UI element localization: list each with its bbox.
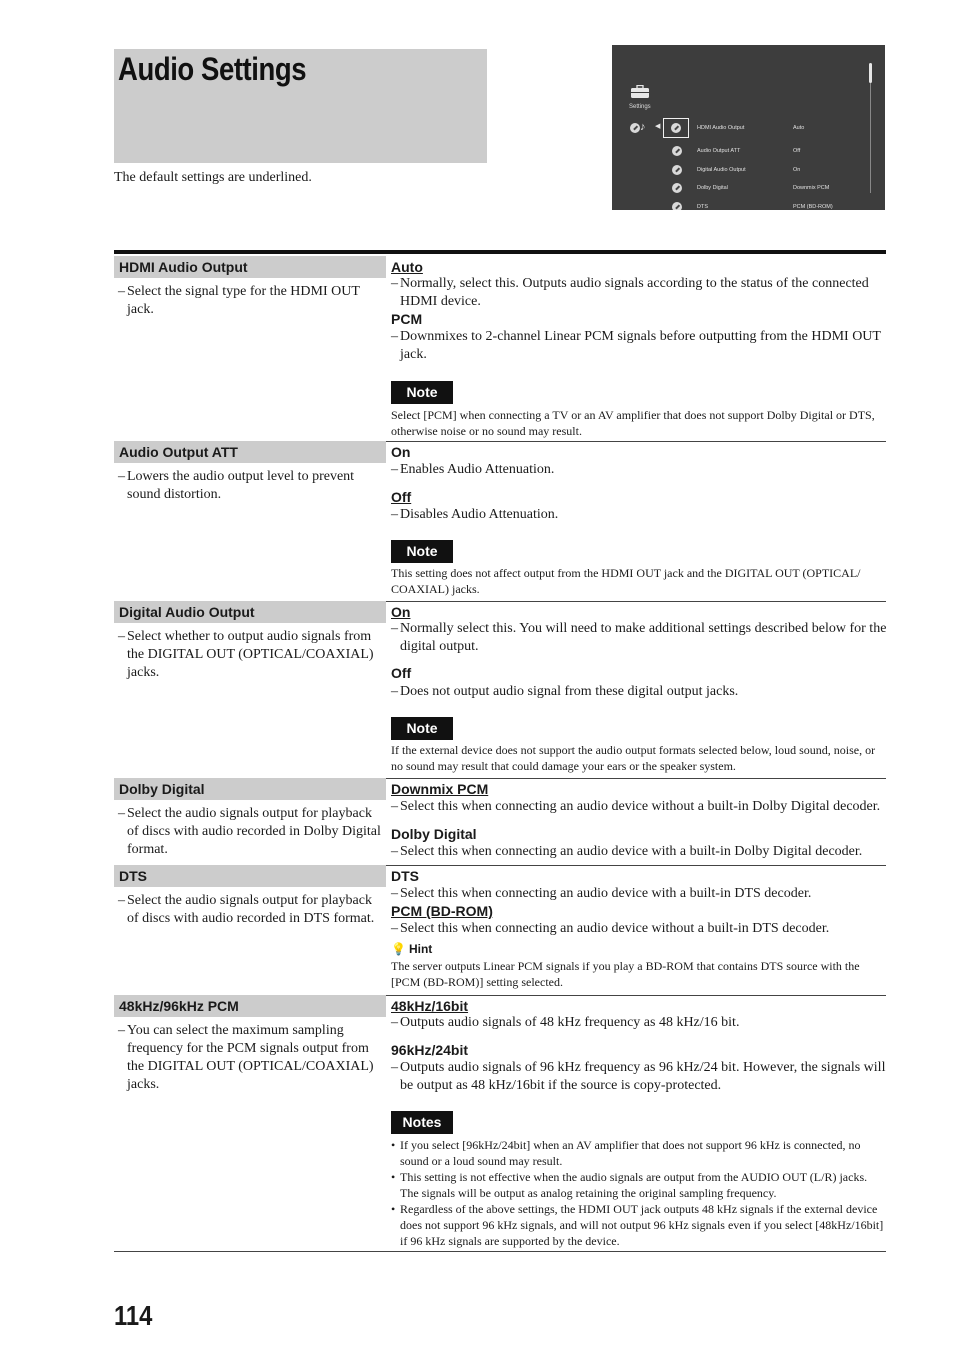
list-item: • If you select [96kHz/24bit] when an AV amplifier that does not support 96 kHz is connected, no sound or a loud sound may result. bbox=[391, 1137, 887, 1169]
option-label: Off bbox=[391, 665, 412, 681]
option-description: – Downmixes to 2-channel Linear PCM signals before outputting from the HDMI OUT jack. bbox=[391, 329, 881, 362]
option-label: 48kHz/16bit bbox=[391, 998, 469, 1014]
option-label: On bbox=[391, 444, 411, 460]
menu-item-value: On bbox=[793, 167, 801, 173]
option-label: On bbox=[391, 604, 411, 620]
setting-icon bbox=[672, 183, 682, 193]
setting-description: – Select the audio signals output for playback of discs with audio recorded in Dolby Digital format. bbox=[118, 806, 381, 857]
setting-row-digital-audio-output bbox=[114, 601, 886, 779]
notes-list bbox=[391, 1137, 887, 1249]
option-description: – Select this when connecting an audio device with a built-in DTS decoder. bbox=[391, 886, 812, 901]
setting-row-48khz-96khz-pcm bbox=[114, 995, 886, 1252]
category-label: Settings bbox=[629, 104, 651, 110]
option-label: Downmix PCM bbox=[391, 781, 489, 797]
option-label: 96kHz/24bit bbox=[391, 1042, 469, 1058]
option-description: – Enables Audio Attenuation. bbox=[391, 462, 555, 477]
left-arrow-icon: ◀ bbox=[655, 123, 661, 130]
option-label: Auto bbox=[391, 259, 423, 275]
option-label: PCM bbox=[391, 311, 423, 327]
option-label: PCM (BD-ROM) bbox=[391, 903, 493, 919]
scrollbar-thumb bbox=[869, 63, 872, 83]
setting-row-hdmi-audio-output bbox=[114, 256, 886, 442]
setting-row-dolby-digital bbox=[114, 778, 886, 866]
lightbulb-icon: 💡 bbox=[391, 942, 406, 956]
music-note-icon: ♪ bbox=[640, 121, 646, 133]
hint-heading: 💡 Hint bbox=[391, 942, 433, 956]
setting-name: HDMI Audio Output bbox=[114, 256, 386, 278]
option-description: – Does not output audio signal from these digital output jacks. bbox=[391, 684, 739, 699]
hint-text: The server outputs Linear PCM signals if you play a BD-ROM that contains DTS source with the [PCM (BD-ROM)] setting selected. bbox=[391, 959, 860, 989]
title-banner bbox=[114, 49, 487, 163]
menu-item-value: Auto bbox=[793, 125, 805, 131]
option-description: – Select this when connecting an audio device with a built-in Dolby Digital decoder. bbox=[391, 844, 863, 859]
menu-item-name: Audio Output ATT bbox=[697, 148, 741, 154]
setting-icon bbox=[671, 123, 681, 133]
settings-category-icon bbox=[630, 123, 640, 133]
menu-item-name: Digital Audio Output bbox=[697, 167, 746, 173]
setting-icon bbox=[672, 202, 682, 210]
list-item: • Regardless of the above settings, the HDMI OUT jack outputs 48 kHz signals if the external device does not support 96 kHz signals, and will not output 96 kHz signals even if you select [48kHz/16bit] if 96 kHz signals are supported by the device. bbox=[391, 1201, 887, 1249]
page-title: Audio Settings bbox=[118, 51, 307, 87]
setting-description: – You can select the maximum sampling frequency for the PCM signals output from the DIGITAL OUT (OPTICAL/COAXIAL) jacks. bbox=[118, 1023, 374, 1092]
list-item: • This setting is not effective when the audio signals are output from the AUDIO OUT (L/R) jacks. The signals will be output as analog retaining the original sampling frequency. bbox=[391, 1169, 887, 1201]
setting-description: – Select whether to output audio signals from the DIGITAL OUT (OPTICAL/COAXIAL) jacks. bbox=[118, 629, 374, 680]
option-description: – Select this when connecting an audio device without a built-in DTS decoder. bbox=[391, 921, 830, 936]
option-description: – Normally, select this. Outputs audio signals according to the status of the connected HDMI device. bbox=[391, 276, 869, 309]
option-description: – Disables Audio Attenuation. bbox=[391, 507, 559, 522]
menu-item-value: Downmix PCM bbox=[793, 185, 830, 191]
menu-item-name: Dolby Digital bbox=[697, 185, 728, 191]
option-description: – Outputs audio signals of 48 kHz frequency as 48 kHz/16 bit. bbox=[391, 1015, 740, 1030]
setting-name: 48kHz/96kHz PCM bbox=[114, 995, 386, 1017]
option-description: – Normally select this. You will need to make additional settings described below for the digital output. bbox=[391, 621, 887, 654]
note-badge: Note bbox=[391, 540, 453, 563]
option-label: Off bbox=[391, 489, 412, 505]
setting-name: Digital Audio Output bbox=[114, 601, 386, 623]
option-label: Dolby Digital bbox=[391, 826, 477, 842]
page-number: 114 bbox=[114, 1300, 153, 1331]
settings-table bbox=[114, 250, 887, 1248]
note-text: This setting does not affect output from the HDMI OUT jack and the DIGITAL OUT (OPTICAL/ COAXIAL) jacks. bbox=[391, 566, 861, 596]
setting-icon bbox=[672, 146, 682, 156]
menu-item-name: DTS bbox=[697, 204, 708, 210]
note-badge: Note bbox=[391, 381, 453, 404]
note-text: If the external device does not support the audio output formats selected below, loud sound, noise, or no sound may result that could damage your ears or the speaker system. bbox=[391, 743, 876, 773]
setting-description: – Lowers the audio output level to prevent sound distortion. bbox=[118, 469, 355, 502]
option-description: – Outputs audio signals of 96 kHz frequency as 96 kHz/24 bit. However, the signals will be output as 48 kHz/16bit if the source is copy-protected. bbox=[391, 1060, 886, 1093]
menu-item-name: HDMI Audio Output bbox=[697, 125, 745, 131]
setting-name: DTS bbox=[114, 865, 386, 887]
note-badge: Note bbox=[391, 717, 453, 740]
toolbox-icon bbox=[630, 85, 650, 99]
note-text: Select [PCM] when connecting a TV or an AV amplifier that does not support Dolby Digital or DTS, otherwise noise or no sound may result. bbox=[391, 408, 875, 438]
setting-description: – Select the signal type for the HDMI OUT jack. bbox=[118, 284, 360, 317]
setting-icon bbox=[672, 165, 682, 175]
option-label: DTS bbox=[391, 868, 419, 884]
notes-badge: Notes bbox=[391, 1111, 453, 1134]
menu-item-value: Off bbox=[793, 148, 801, 154]
setting-row-audio-output-att bbox=[114, 441, 886, 602]
setting-description: – Select the audio signals output for playback of discs with audio recorded in DTS format. bbox=[118, 893, 375, 926]
settings-menu-screenshot bbox=[612, 45, 885, 210]
menu-item-value: PCM (BD-ROM) bbox=[793, 204, 833, 210]
option-description: – Select this when connecting an audio device without a built-in Dolby Digital decoder. bbox=[391, 799, 881, 814]
setting-name: Audio Output ATT bbox=[114, 441, 386, 463]
scrollbar-track bbox=[870, 83, 871, 193]
setting-name: Dolby Digital bbox=[114, 778, 386, 800]
setting-row-dts bbox=[114, 865, 886, 996]
intro-text: The default settings are underlined. bbox=[114, 170, 312, 185]
